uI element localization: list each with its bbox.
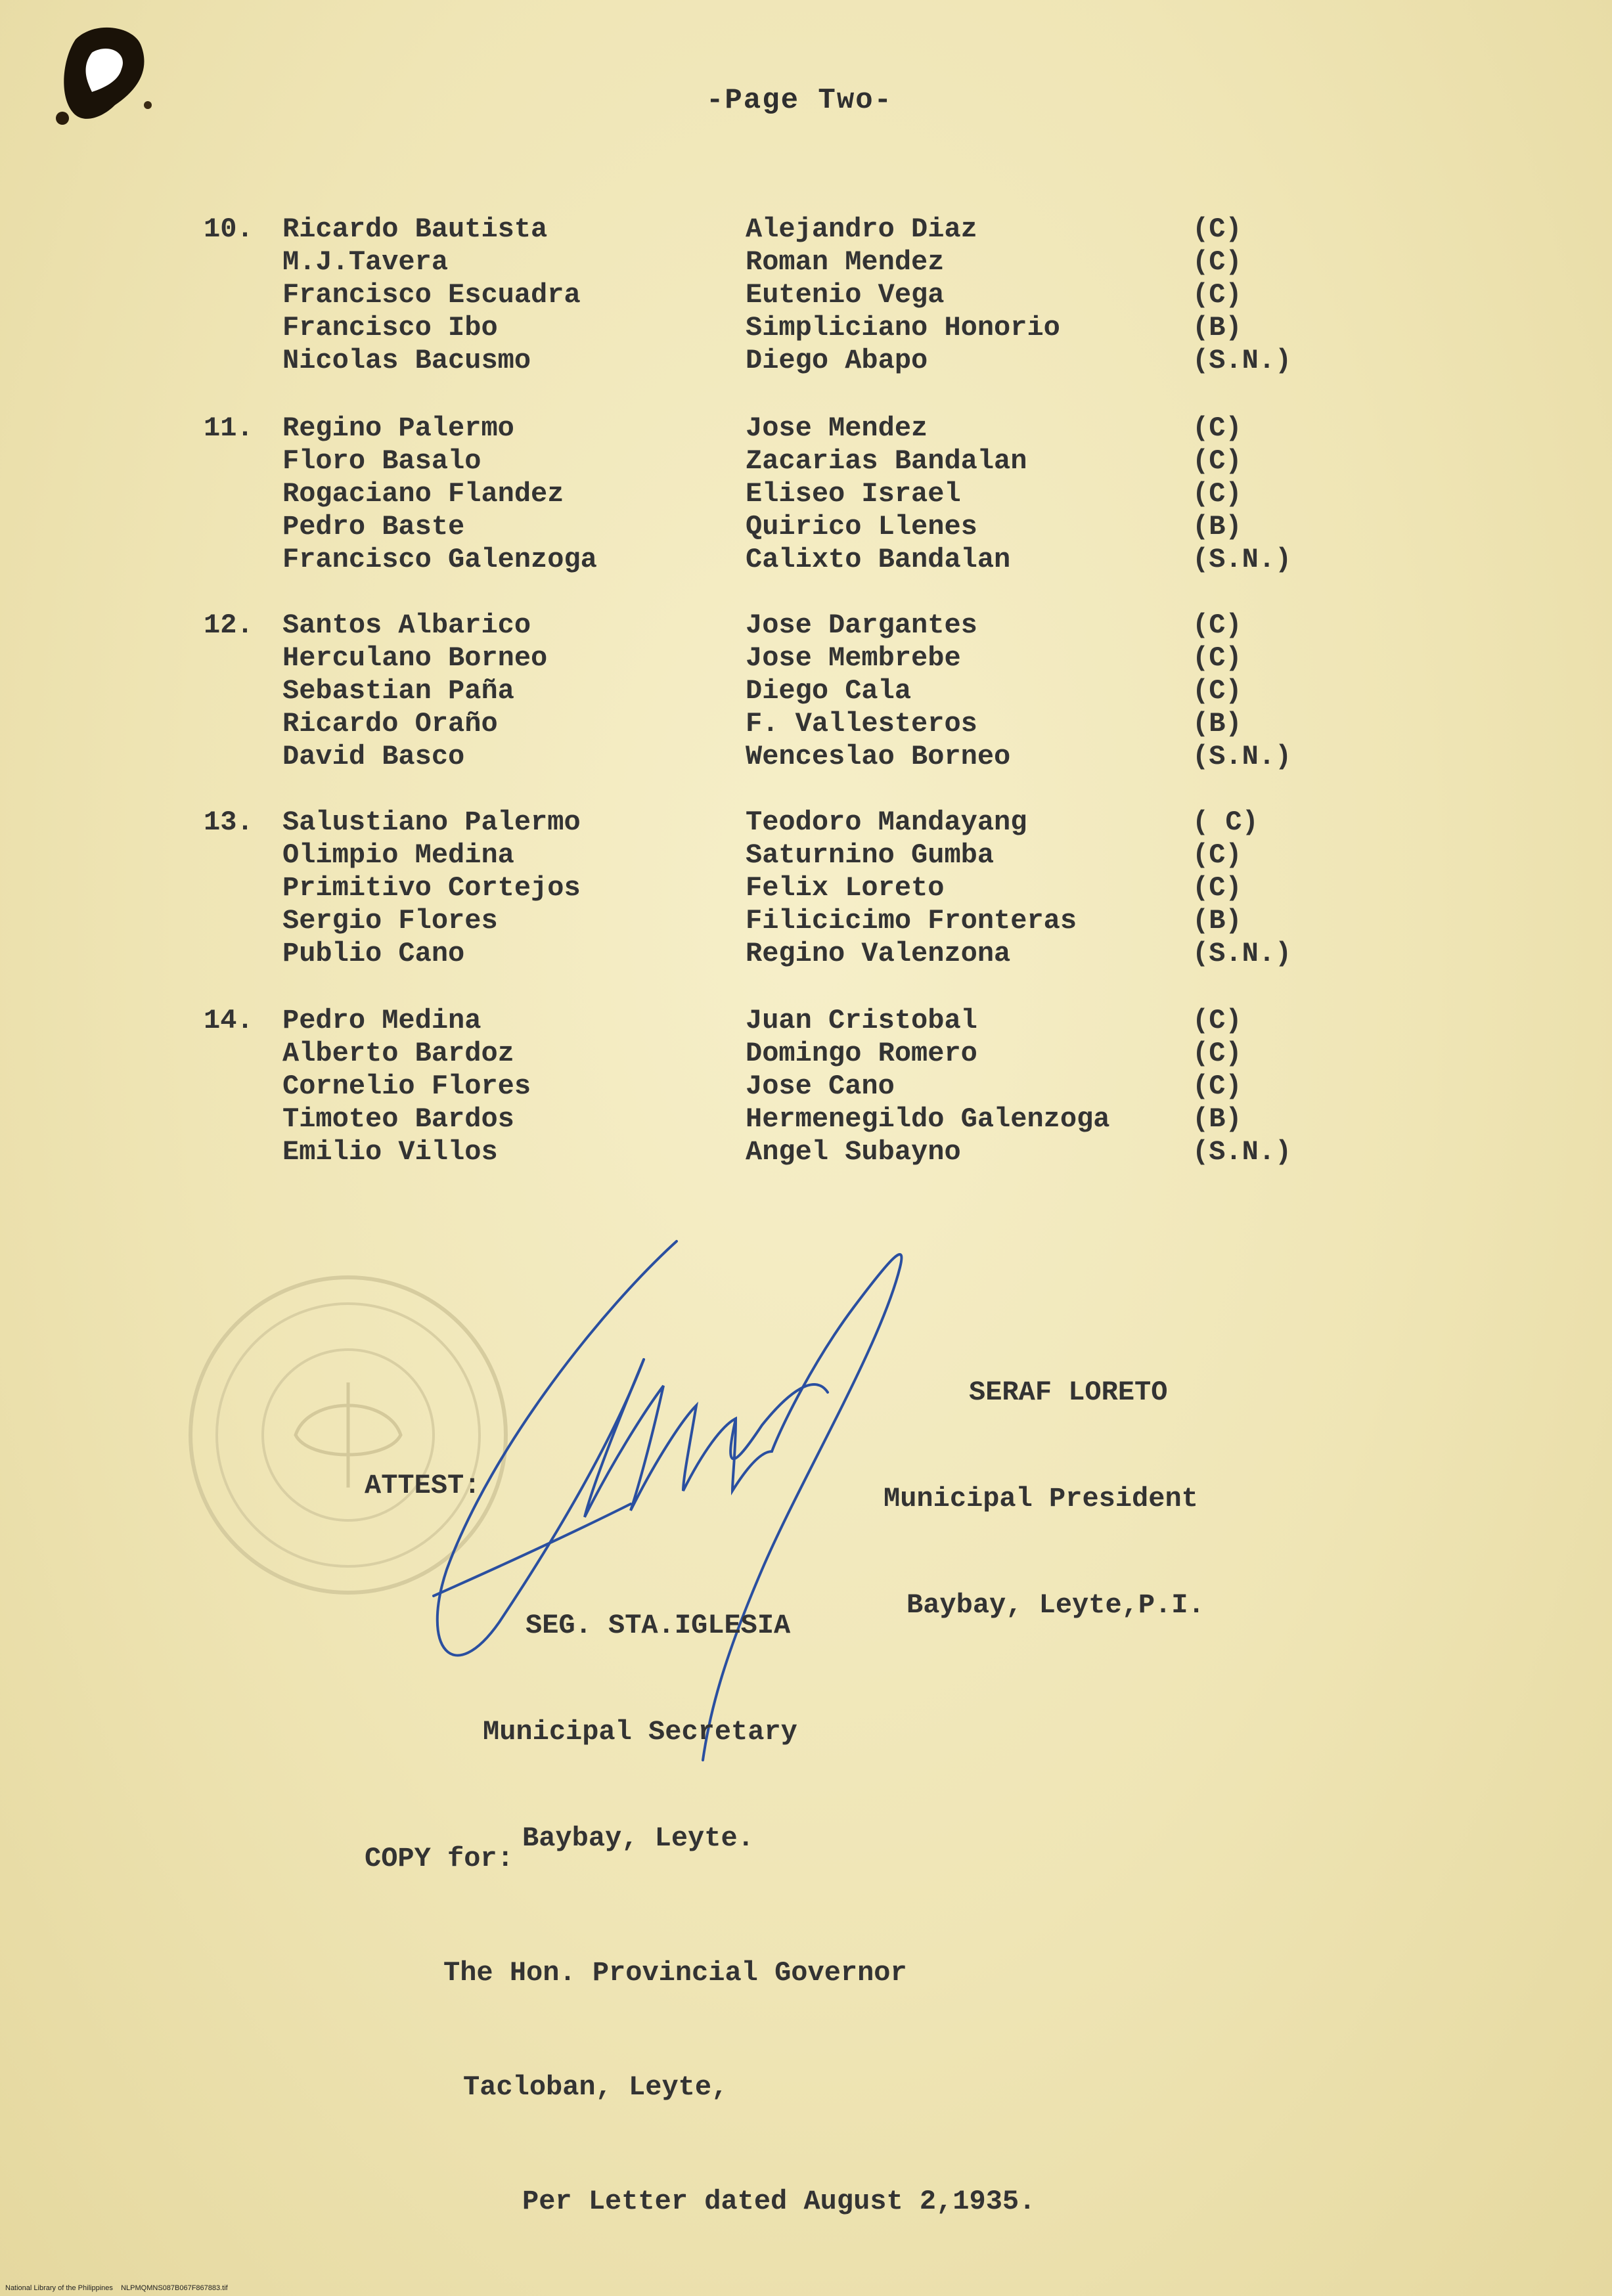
alternate-name: Saturnino Gumba: [746, 839, 995, 871]
alternate-name: Diego Cala: [746, 675, 912, 707]
group-number: 12.: [204, 609, 254, 641]
copy-line-1: The Hon. Provincial Governor: [443, 1957, 907, 1989]
classification: (S.N.): [1192, 741, 1292, 772]
councilor-name: Publio Cano: [282, 938, 465, 969]
councilor-name: Emilio Villos: [282, 1136, 498, 1168]
alternate-name: Quirico Llenes: [746, 511, 977, 542]
classification: (S.N.): [1192, 345, 1292, 376]
list-item: [0, 345, 1612, 378]
classification: (S.N.): [1192, 544, 1292, 575]
group-number: 11.: [204, 412, 254, 444]
list-item: [0, 1103, 1612, 1136]
councilor-name: Salustiano Palermo: [282, 806, 581, 838]
councilor-name: Timoteo Bardos: [282, 1103, 514, 1135]
list-item: [0, 708, 1612, 741]
list-item: [0, 312, 1612, 345]
councilor-name: Pedro Baste: [282, 511, 465, 542]
burn-hole-mark: [36, 13, 168, 144]
copy-label: COPY for:: [365, 1843, 514, 1874]
councilor-name: Francisco Ibo: [282, 312, 498, 343]
councilor-name: Nicolas Bacusmo: [282, 345, 531, 376]
classification: (C): [1192, 478, 1242, 510]
alternate-name: Jose Cano: [746, 1071, 895, 1102]
copy-block: [365, 1763, 1035, 2259]
classification: (C): [1192, 213, 1242, 245]
classification: (B): [1192, 312, 1242, 343]
list-item: [0, 279, 1612, 312]
alternate-name: Felix Loreto: [746, 872, 945, 904]
president-name: SERAF LORETO: [969, 1377, 1168, 1408]
councilor-name: Sebastian Paña: [282, 675, 514, 707]
councilor-name: Rogaciano Flandez: [282, 478, 564, 510]
list-item: [0, 412, 1612, 445]
classification: (B): [1192, 905, 1242, 937]
councilor-name: Olimpio Medina: [282, 839, 514, 871]
president-title: Municipal President: [884, 1483, 1198, 1514]
classification: (S.N.): [1192, 1136, 1292, 1168]
archive-footer: National Library of the Philippines NLPMQMNS087B067F867883.tif: [5, 2284, 228, 2292]
group-number: 14.: [204, 1005, 254, 1036]
group-number: 13.: [204, 806, 254, 838]
alternate-name: Alejandro Diaz: [746, 213, 977, 245]
councilor-name: Francisco Galenzoga: [282, 544, 597, 575]
group-number: 10.: [204, 213, 254, 245]
alternate-name: Jose Membrebe: [746, 642, 961, 674]
list-item: [0, 609, 1612, 642]
classification: ( C): [1192, 806, 1259, 838]
attest-label: ATTEST:: [365, 1470, 481, 1501]
classification: (C): [1192, 246, 1242, 278]
councilor-name: Ricardo Bautista: [282, 213, 548, 245]
alternate-name: Simpliciano Honorio: [746, 312, 1060, 343]
classification: (C): [1192, 1071, 1242, 1102]
alternate-name: Teodoro Mandayang: [746, 806, 1027, 838]
classification: (B): [1192, 511, 1242, 542]
list-item: [0, 741, 1612, 774]
alternate-name: Hermenegildo Galenzoga: [746, 1103, 1110, 1135]
classification: (C): [1192, 609, 1242, 641]
classification: (C): [1192, 412, 1242, 444]
councilor-name: Regino Palermo: [282, 412, 514, 444]
list-item: [0, 1136, 1612, 1169]
councilor-name: Cornelio Flores: [282, 1071, 531, 1102]
list-item: [0, 478, 1612, 511]
list-item: [0, 839, 1612, 872]
councilor-name: Ricardo Oraño: [282, 708, 498, 740]
alternate-name: Filicicimo Fronteras: [746, 905, 1077, 937]
list-item: [0, 511, 1612, 544]
classification: (C): [1192, 1038, 1242, 1069]
alternate-name: Angel Subayno: [746, 1136, 961, 1168]
page-heading: -Page Two-: [706, 84, 893, 117]
classification: (C): [1192, 872, 1242, 904]
alternate-name: Juan Cristobal: [746, 1005, 977, 1036]
copy-line-3: Per Letter dated August 2,1935.: [522, 2186, 1036, 2217]
classification: (S.N.): [1192, 938, 1292, 969]
councilor-name: Santos Albarico: [282, 609, 531, 641]
list-item: [0, 544, 1612, 577]
list-item: [0, 905, 1612, 938]
classification: (B): [1192, 708, 1242, 740]
alternate-name: Diego Abapo: [746, 345, 928, 376]
classification: (B): [1192, 1103, 1242, 1135]
secretary-title: Municipal Secretary: [483, 1716, 797, 1748]
list-item: [0, 675, 1612, 708]
councilor-name: Francisco Escuadra: [282, 279, 581, 311]
alternate-name: Jose Mendez: [746, 412, 928, 444]
list-item: [0, 445, 1612, 478]
councilor-name: Sergio Flores: [282, 905, 498, 937]
secretary-place: Baybay, Leyte.: [522, 1822, 754, 1854]
list-item: [0, 642, 1612, 675]
alternate-name: Zacarias Bandalan: [746, 445, 1027, 477]
alternate-name: Regino Valenzona: [746, 938, 1011, 969]
councilor-name: Primitivo Cortejos: [282, 872, 581, 904]
classification: (C): [1192, 839, 1242, 871]
list-item: [0, 1038, 1612, 1071]
alternate-name: Domingo Romero: [746, 1038, 977, 1069]
list-item: [0, 938, 1612, 971]
alternate-name: Calixto Bandalan: [746, 544, 1011, 575]
alternate-name: Eliseo Israel: [746, 478, 961, 510]
president-place: Baybay, Leyte,P.I.: [907, 1589, 1205, 1621]
councilor-name: Herculano Borneo: [282, 642, 548, 674]
list-item: [0, 213, 1612, 246]
classification: (C): [1192, 1005, 1242, 1036]
alternate-name: Eutenio Vega: [746, 279, 945, 311]
alternate-name: F. Vallesteros: [746, 708, 977, 740]
councilor-name: David Basco: [282, 741, 465, 772]
copy-line-2: Tacloban, Leyte,: [463, 2071, 728, 2103]
classification: (C): [1192, 642, 1242, 674]
secretary-name: SEG. STA.IGLESIA: [526, 1610, 791, 1641]
list-item: [0, 246, 1612, 279]
president-block: [884, 1304, 1205, 1658]
alternate-name: Jose Dargantes: [746, 609, 977, 641]
councilor-name: Pedro Medina: [282, 1005, 481, 1036]
list-item: [0, 872, 1612, 905]
councilor-name: Floro Basalo: [282, 445, 481, 477]
alternate-name: Roman Mendez: [746, 246, 945, 278]
classification: (C): [1192, 675, 1242, 707]
councilor-name: Alberto Bardoz: [282, 1038, 514, 1069]
councilor-name: M.J.Tavera: [282, 246, 449, 278]
classification: (C): [1192, 445, 1242, 477]
classification: (C): [1192, 279, 1242, 311]
list-item: [0, 1005, 1612, 1038]
list-item: [0, 806, 1612, 839]
list-item: [0, 1071, 1612, 1103]
alternate-name: Wenceslao Borneo: [746, 741, 1011, 772]
